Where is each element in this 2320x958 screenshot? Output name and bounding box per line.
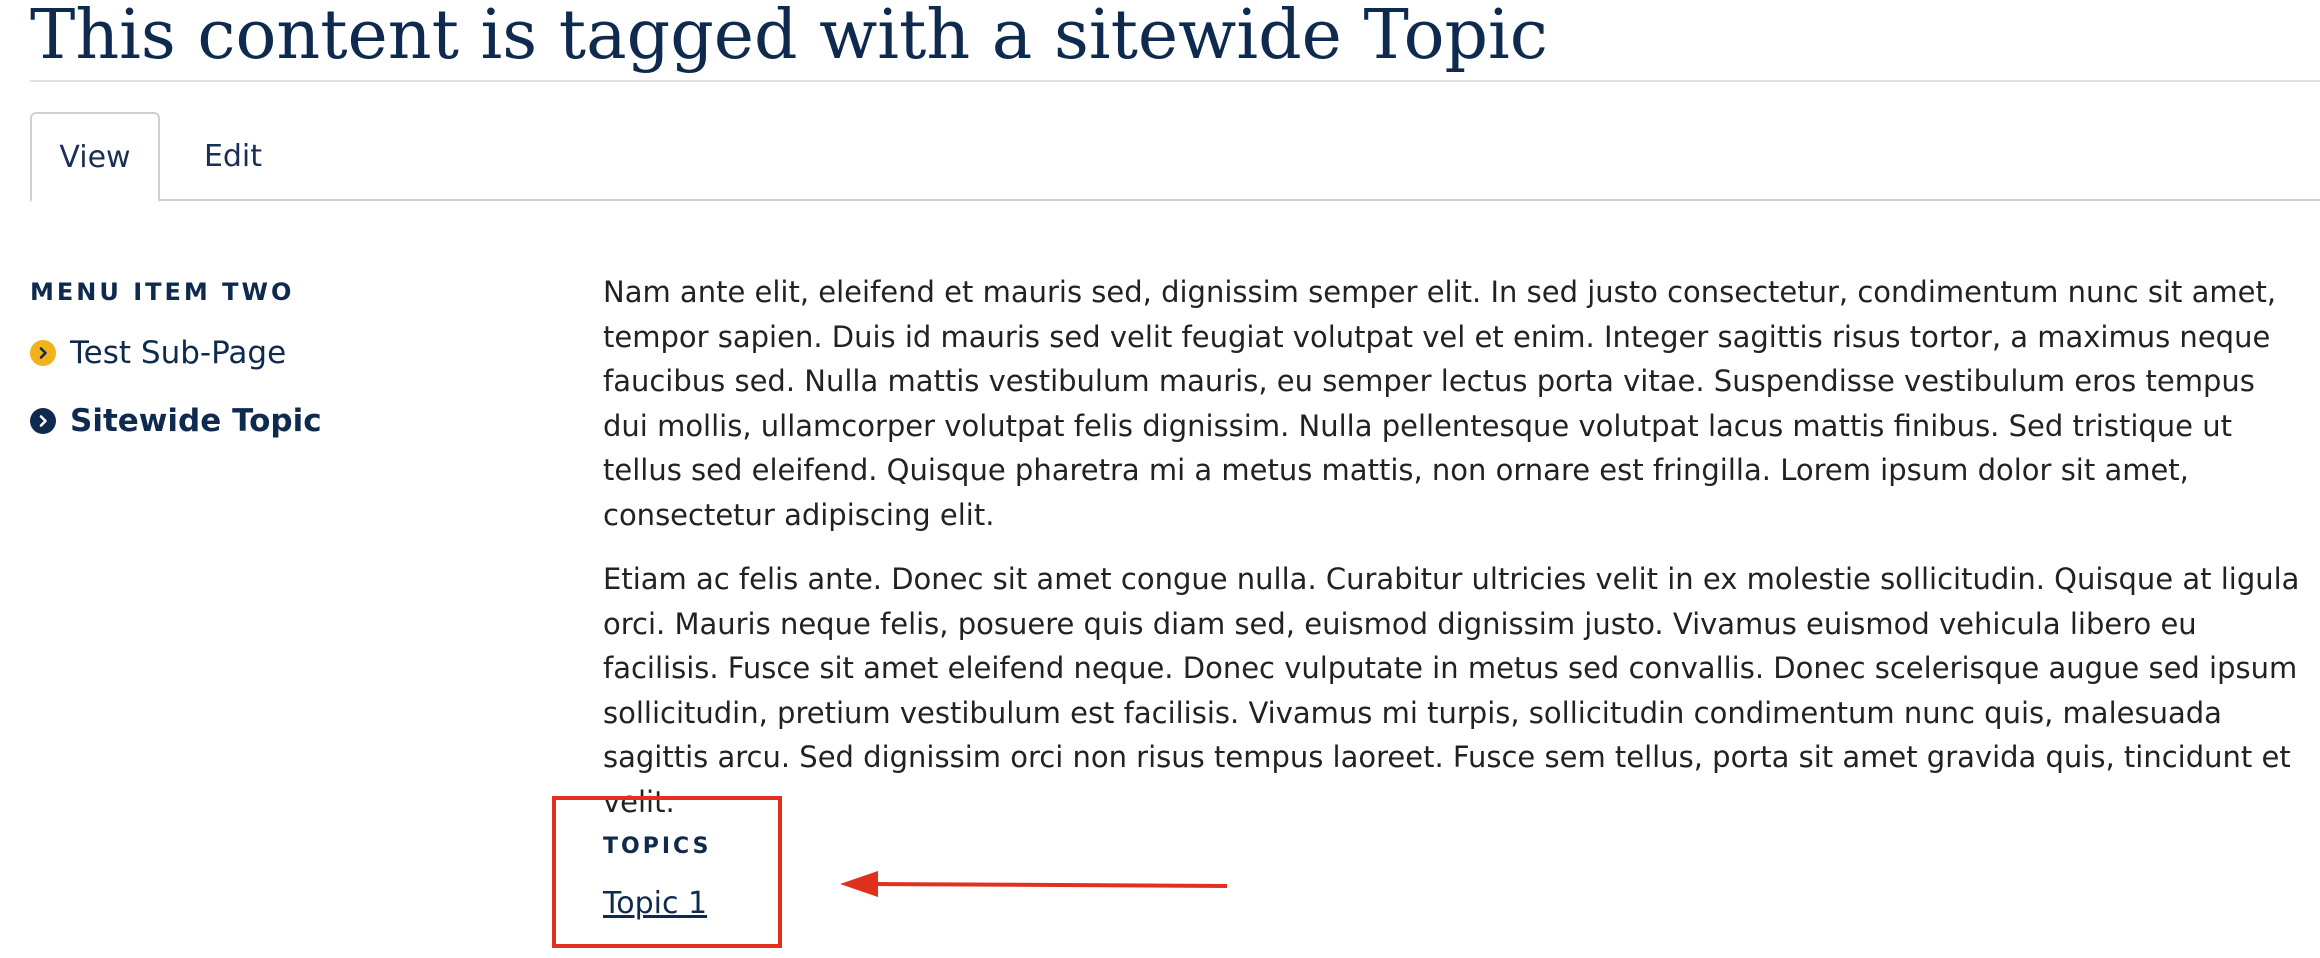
- title-divider: [30, 80, 2320, 82]
- body-paragraph: Etiam ac felis ante. Donec sit amet congue nulla. Curabitur ultricies velit in ex molestie sollicitudin. Quisque at ligula orci. Mauris neque felis, posuere quis diam sed, euismod dignissim justo. Vivamus euismod vehicula libero eu facilisis. Fusce sit amet eleifend neque. Donec vulputate in metus sed convallis. Donec scelerisque augue sed ipsum sollicitudin, pretium vestibulum est facilisis. Vivamus mi turpis, sollicitudin condimentum nunc quis, malesuada sagittis arcu. Sed dignissim orci non risus tempus laoreet. Fusce sem tellus, porta sit amet gravida quis, tincidunt et velit.: [603, 562, 2300, 819]
- sidebar-item-test-sub-page[interactable]: [30, 330, 550, 376]
- tab-bar: [30, 112, 2320, 200]
- tab-bar-divider: [30, 199, 2320, 201]
- arrow-left-icon: [838, 868, 1228, 902]
- sidebar-menu: [30, 276, 550, 466]
- topic-link-topic-1[interactable]: Topic 1: [603, 886, 708, 921]
- topics-highlight-box: [552, 796, 782, 948]
- main-content: [603, 270, 2303, 844]
- body-paragraph: Nam ante elit, eleifend et mauris sed, dignissim semper elit. In sed justo consectetur, condimentum nunc sit amet, tempor sapien. Duis id mauris sed velit feugiat volutpat vel et enim. Integer sagittis risus tortor, a maximus neque faucibus sed. Nulla mattis vestibulum mauris, eu semper lectus porta vitae. Suspendisse vestibulum eros tempus dui mollis, ullamcorper volutpat felis dignissim. Nulla pellentesque volutpat lacus mattis finibus. Sed tristique ut tellus sed eleifend. Quisque pharetra mi a metus mattis, non ornare est fringilla. Lorem ipsum dolor sit amet, consectetur adipiscing elit.: [603, 275, 2277, 532]
- chevron-right-circle-icon: [30, 340, 56, 366]
- tab-edit[interactable]: Edit: [203, 138, 263, 174]
- chevron-right-circle-icon: [30, 408, 56, 434]
- tab-view[interactable]: View: [30, 112, 160, 202]
- page-title: This content is tagged with a sitewide Topic: [30, 0, 1548, 75]
- topics-heading: TOPICS: [603, 834, 712, 859]
- sidebar-item-label: Sitewide Topic: [70, 403, 322, 439]
- sidebar-item-label: Test Sub-Page: [70, 335, 287, 371]
- sidebar-heading: MENU ITEM TWO: [30, 278, 295, 306]
- sidebar-item-sitewide-topic[interactable]: [30, 398, 550, 444]
